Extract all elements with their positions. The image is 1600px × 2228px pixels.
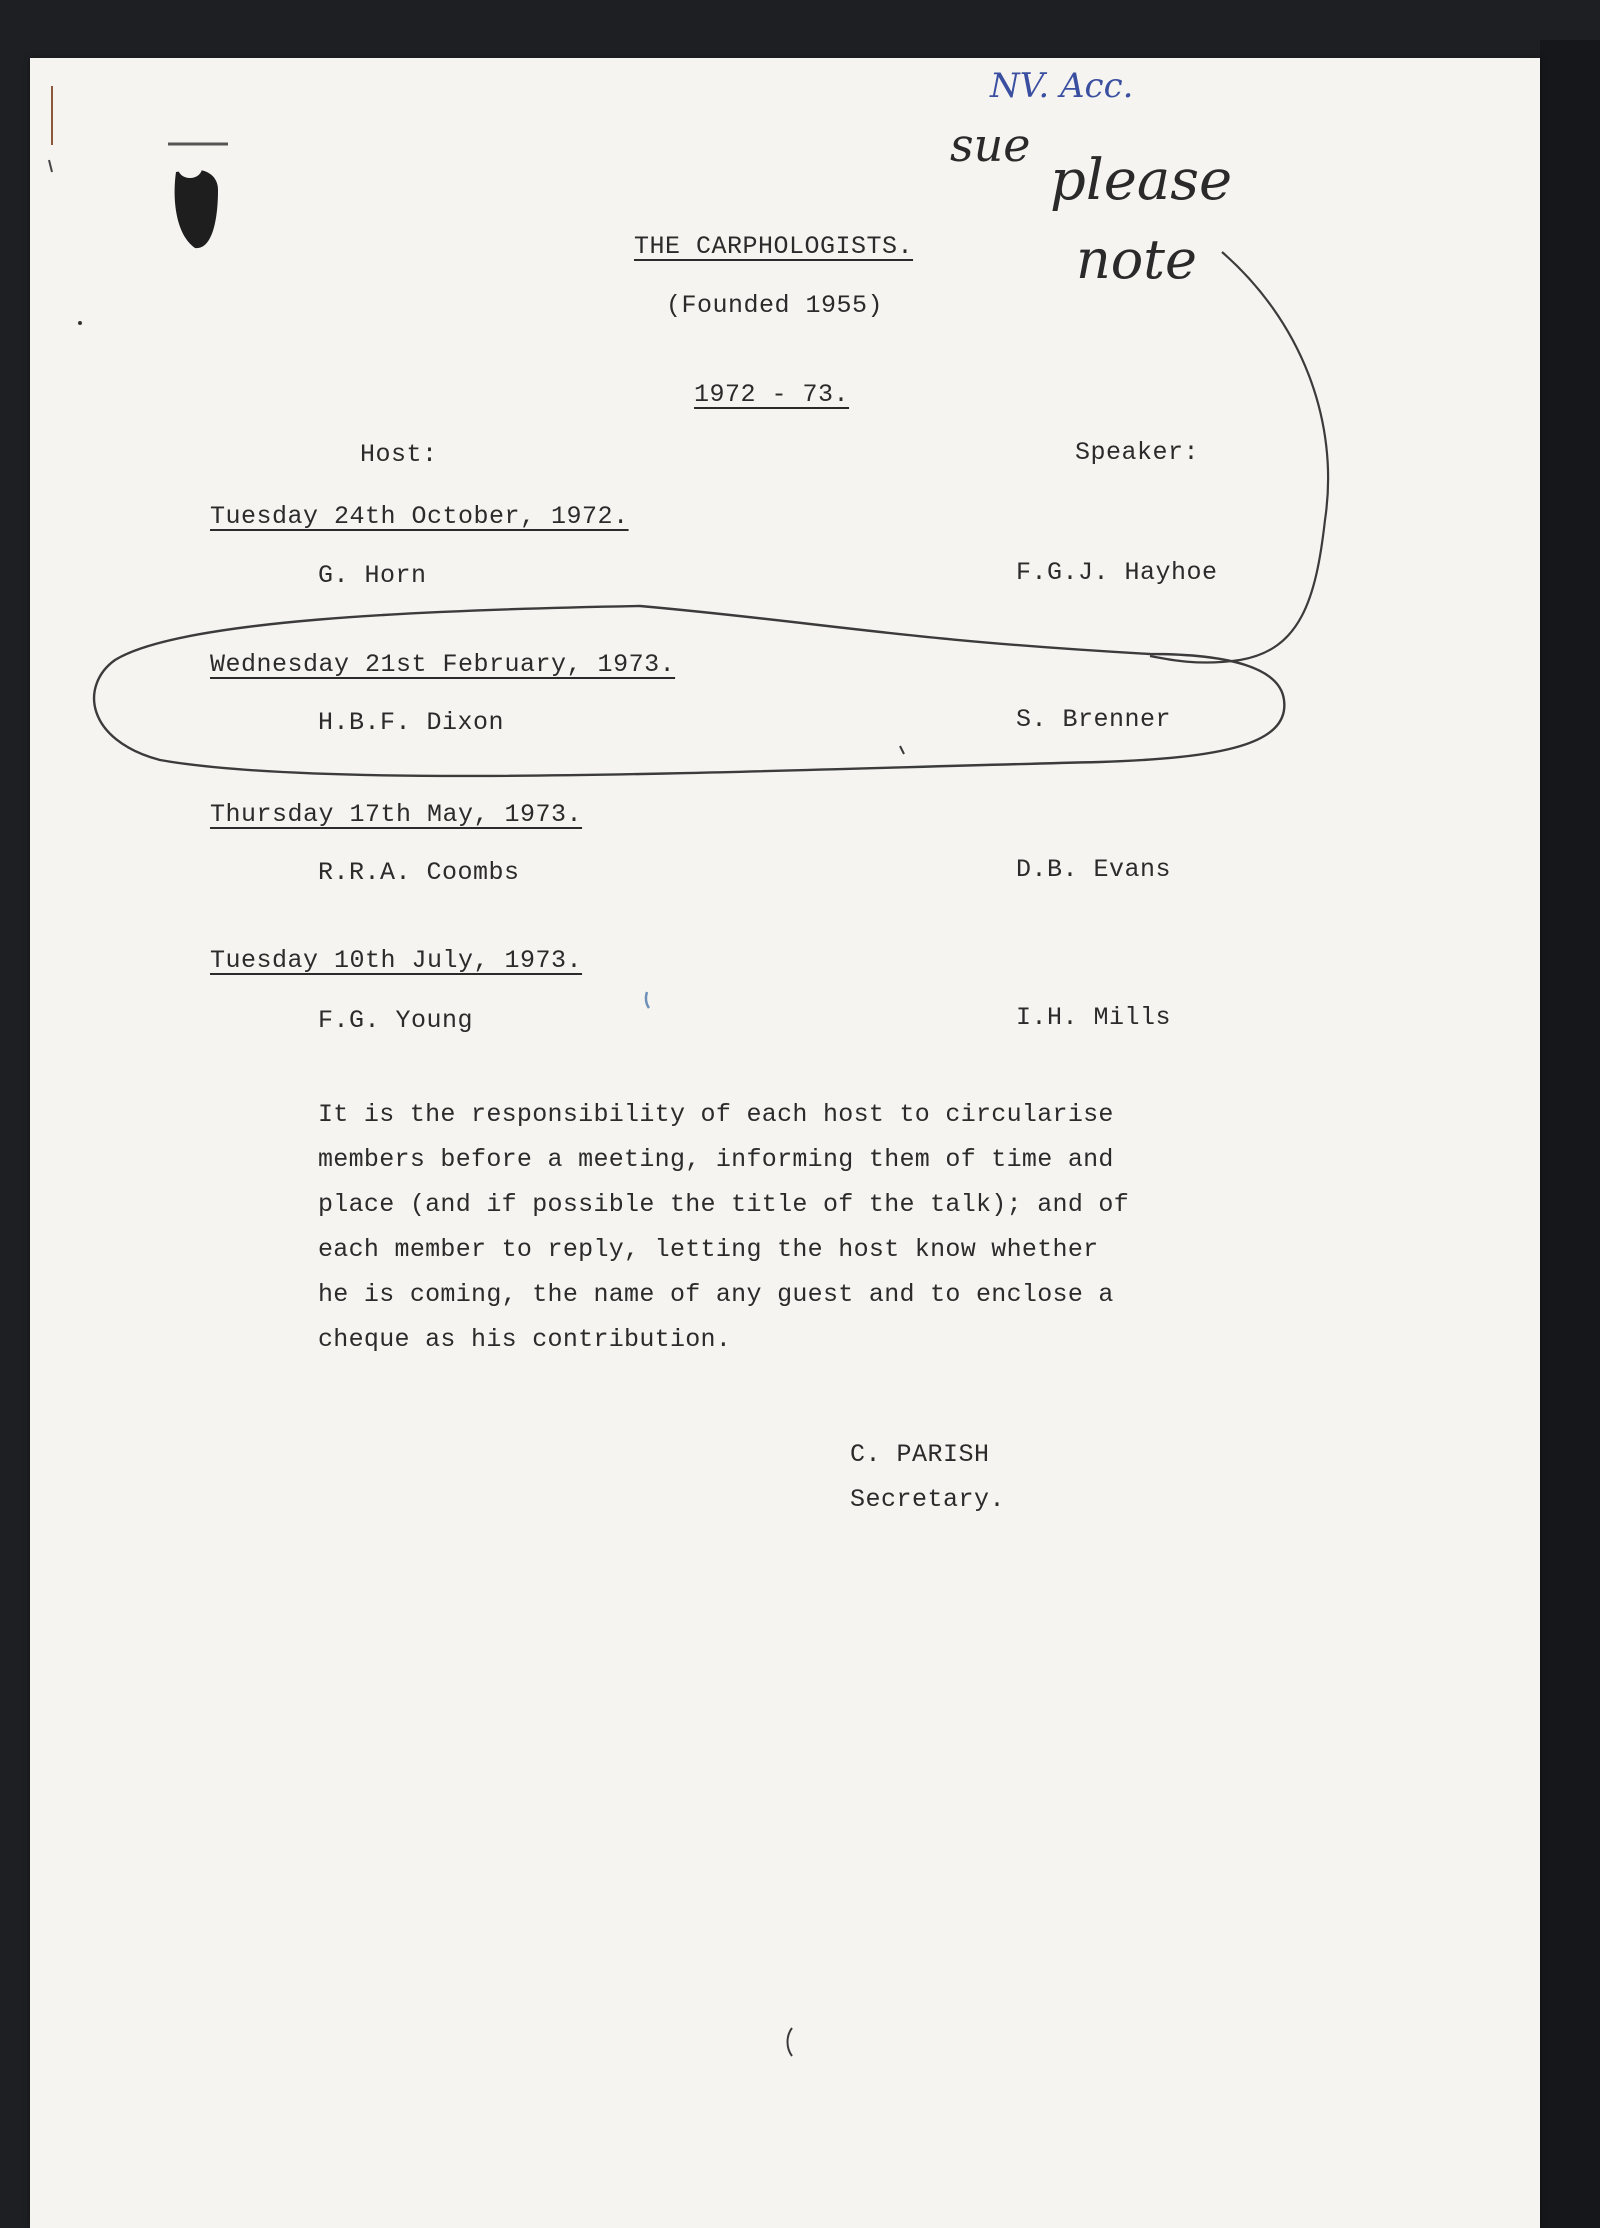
- session-years: 1972 - 73.: [694, 380, 850, 409]
- meeting-host: H.B.F. Dixon: [318, 708, 505, 737]
- notice-paragraph: It is the responsibility of each host to circularise members before a meeting, informing them of time and place (and if possible the title of the talk); and of each member to reply, letting the host know whether he is coming, the name of any guest and to enclose a cheque as his contribution.: [318, 1100, 1130, 1354]
- speaker-column-header: Speaker:: [1075, 438, 1200, 467]
- meeting-host: G. Horn: [318, 561, 427, 590]
- meeting-host: F.G. Young: [318, 1006, 474, 1035]
- meeting-speaker: S. Brenner: [1016, 705, 1172, 734]
- meeting-date: Tuesday 24th October, 1972.: [210, 502, 629, 531]
- signature-role: Secretary.: [850, 1485, 1006, 1514]
- handwritten-note: note: [1076, 228, 1197, 291]
- handwritten-blue-note: NV. Acc.: [990, 66, 1134, 106]
- handwritten-note: sue: [950, 118, 1031, 172]
- meeting-date: Tuesday 10th July, 1973.: [210, 946, 583, 975]
- handwritten-note: please: [1050, 148, 1233, 213]
- meeting-speaker: I.H. Mills: [1016, 1003, 1172, 1032]
- meeting-host: R.R.A. Coombs: [318, 858, 520, 887]
- meeting-speaker: F.G.J. Hayhoe: [1016, 558, 1218, 587]
- meeting-date: Wednesday 21st February, 1973.: [210, 650, 676, 679]
- host-column-header: Host:: [360, 440, 438, 469]
- document-title: THE CARPHOLOGISTS.: [634, 232, 914, 261]
- meeting-speaker: D.B. Evans: [1016, 855, 1172, 884]
- signature-name: C. PARISH: [850, 1440, 990, 1469]
- founded-line: (Founded 1955): [666, 291, 884, 320]
- meeting-date: Thursday 17th May, 1973.: [210, 800, 583, 829]
- scanner-background: [1540, 40, 1600, 2228]
